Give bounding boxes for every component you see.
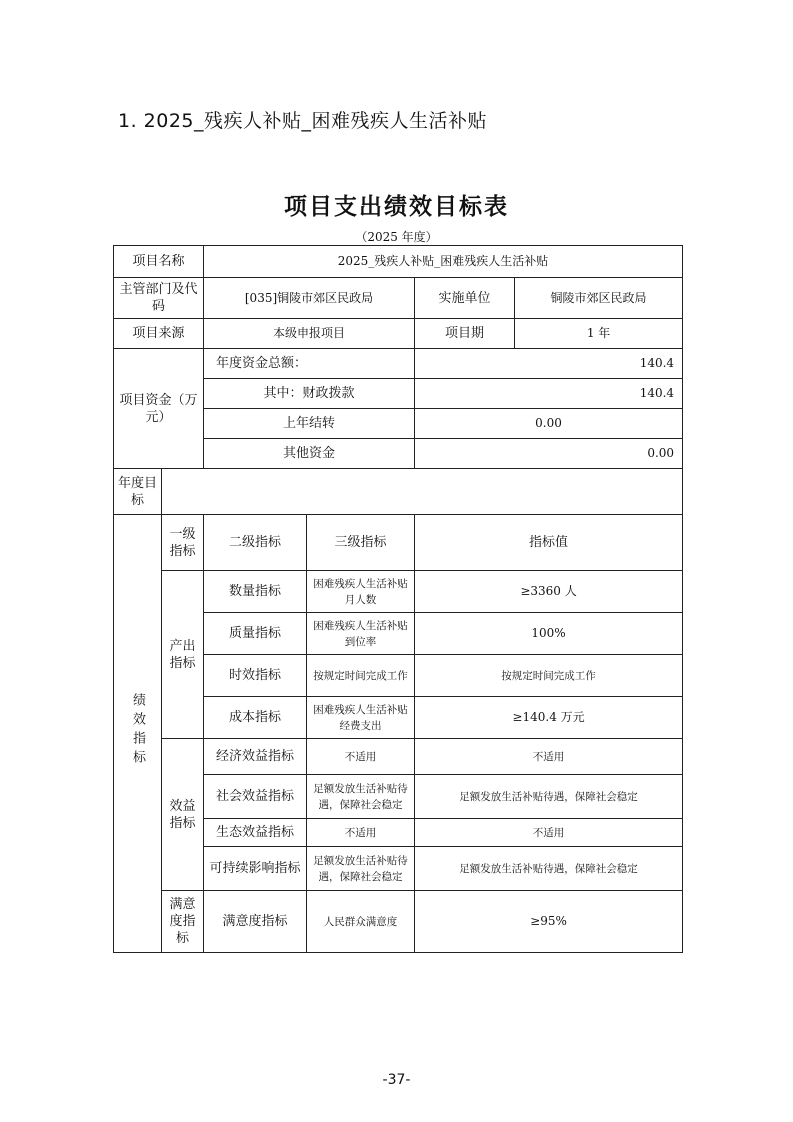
funds-fiscal-label: 其中：财政拨款 — [204, 379, 415, 409]
funds-other-label: 其他资金 — [204, 439, 415, 469]
header-level2: 二级指标 — [204, 515, 307, 571]
table-title: 项目支出绩效目标表 — [284, 194, 509, 220]
table-row — [114, 319, 683, 349]
project-name-label: 项目名称 — [114, 246, 204, 278]
funds-total-label: 年度资金总额： — [204, 349, 415, 379]
satisfaction-l3: 人民群众满意度 — [307, 891, 415, 953]
benefit-l2: 生态效益指标 — [204, 819, 307, 847]
perf-label: 绩效指标 — [114, 515, 162, 953]
output-l2: 数量指标 — [204, 571, 307, 613]
funds-other-value: 0.00 — [415, 439, 683, 469]
satisfaction-value: ≥95% — [415, 891, 683, 953]
funds-label: 项目资金（万元） — [114, 349, 204, 469]
table-row — [114, 515, 683, 571]
benefit-value: 不适用 — [415, 739, 683, 775]
table-subtitle: （2025 年度） — [355, 230, 438, 244]
benefit-label: 效益指标 — [162, 739, 204, 891]
performance-target-table — [113, 245, 683, 953]
annual-goal-value — [162, 469, 683, 515]
impl-label: 实施单位 — [415, 278, 515, 319]
benefit-value: 足额发放生活补贴待遇，保障社会稳定 — [415, 775, 683, 819]
table-row — [114, 891, 683, 953]
benefit-value: 不适用 — [415, 819, 683, 847]
funds-fiscal-value: 140.4 — [415, 379, 683, 409]
funds-carryover-value: 0.00 — [415, 409, 683, 439]
output-value: 100% — [415, 613, 683, 655]
funds-total-value: 140.4 — [415, 349, 683, 379]
page-number: -37- — [382, 1072, 411, 1088]
source-label: 项目来源 — [114, 319, 204, 349]
output-value: ≥140.4 万元 — [415, 697, 683, 739]
benefit-l3: 足额发放生活补贴待遇，保障社会稳定 — [307, 847, 415, 891]
funds-carryover-label: 上年结转 — [204, 409, 415, 439]
table-row — [114, 739, 683, 775]
benefit-l2: 可持续影响指标 — [204, 847, 307, 891]
output-l2: 成本指标 — [204, 697, 307, 739]
satisfaction-l2: 满意度指标 — [204, 891, 307, 953]
table-row — [114, 349, 683, 379]
output-l3: 按规定时间完成工作 — [307, 655, 415, 697]
output-l3: 困难残疾人生活补贴经费支出 — [307, 697, 415, 739]
header-value: 指标值 — [415, 515, 683, 571]
dept-label: 主管部门及代码 — [114, 278, 204, 319]
benefit-l3: 不适用 — [307, 819, 415, 847]
dept-value: [035]铜陵市郊区民政局 — [204, 278, 415, 319]
table-row — [114, 469, 683, 515]
output-l2: 质量指标 — [204, 613, 307, 655]
benefit-l3: 足额发放生活补贴待遇，保障社会稳定 — [307, 775, 415, 819]
annual-goal-label: 年度目标 — [114, 469, 162, 515]
table-row — [114, 246, 683, 278]
table-row — [114, 278, 683, 319]
output-l3: 困难残疾人生活补贴月人数 — [307, 571, 415, 613]
satisfaction-label: 满意度指标 — [162, 891, 204, 953]
output-value: 按规定时间完成工作 — [415, 655, 683, 697]
period-label: 项目期 — [415, 319, 515, 349]
header-level1: 一级指标 — [162, 515, 204, 571]
output-l3: 困难残疾人生活补贴到位率 — [307, 613, 415, 655]
impl-value: 铜陵市郊区民政局 — [515, 278, 683, 319]
benefit-l2: 经济效益指标 — [204, 739, 307, 775]
benefit-value: 足额发放生活补贴待遇，保障社会稳定 — [415, 847, 683, 891]
source-value: 本级申报项目 — [204, 319, 415, 349]
benefit-l3: 不适用 — [307, 739, 415, 775]
project-name-value: 2025_残疾人补贴_困难残疾人生活补贴 — [204, 246, 683, 278]
output-label: 产出指标 — [162, 571, 204, 739]
section-heading: 1. 2025_残疾人补贴_困难残疾人生活补贴 — [118, 110, 488, 132]
table-row — [114, 571, 683, 613]
benefit-l2: 社会效益指标 — [204, 775, 307, 819]
header-level3: 三级指标 — [307, 515, 415, 571]
output-l2: 时效指标 — [204, 655, 307, 697]
output-value: ≥3360 人 — [415, 571, 683, 613]
period-value: 1 年 — [515, 319, 683, 349]
